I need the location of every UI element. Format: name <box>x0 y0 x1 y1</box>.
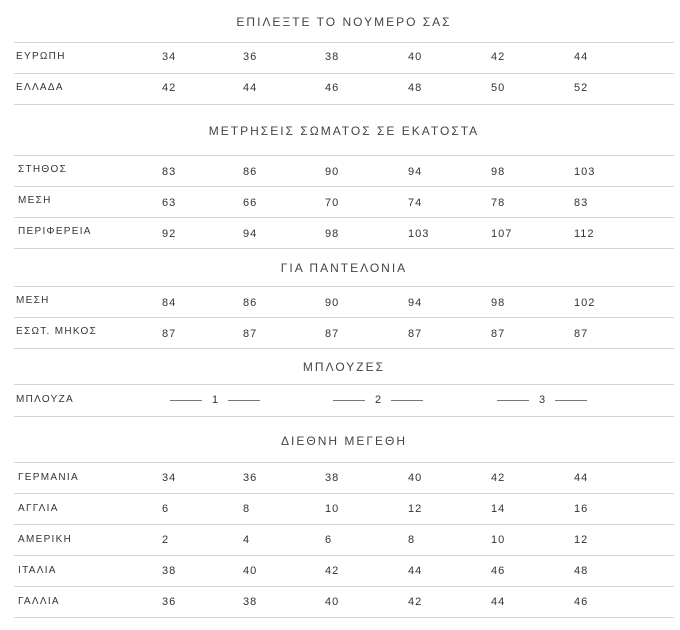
size-cell: 98 <box>491 166 506 178</box>
row-label: ΙΤΑΛΙΑ <box>18 565 57 576</box>
size-cell: 36 <box>162 596 177 608</box>
row-label: ΣΤΗΘΟΣ <box>18 164 68 175</box>
size-cell: 10 <box>325 503 340 515</box>
row-label: ΕΥΡΩΠΗ <box>16 51 66 62</box>
blouse-size-option[interactable] <box>160 390 270 410</box>
size-cell: 36 <box>243 472 258 484</box>
size-cell: 2 <box>162 534 170 546</box>
table-row <box>14 217 674 249</box>
blouse-size-value: 2 <box>374 394 382 406</box>
size-cell: 87 <box>491 328 506 340</box>
size-cell: 103 <box>574 166 596 178</box>
size-cell: 40 <box>408 51 423 63</box>
section-title-body-measurements: ΜΕΤΡΗΣΕΙΣ ΣΩΜΑΤΟΣ ΣΕ ΕΚΑΤΟΣΤΑ <box>208 124 480 138</box>
size-cell: 83 <box>574 197 589 209</box>
dash-line <box>555 400 587 401</box>
size-cell: 103 <box>408 228 430 240</box>
section-title-international-sizes: ΔΙΕΘΝΗ ΜΕΓΕΘΗ <box>281 434 407 448</box>
size-cell: 42 <box>325 565 340 577</box>
blouse-size-value: 3 <box>538 394 546 406</box>
size-cell: 50 <box>491 82 506 94</box>
table-row <box>14 286 674 317</box>
size-cell: 87 <box>325 328 340 340</box>
size-cell: 70 <box>325 197 340 209</box>
size-cell: 78 <box>491 197 506 209</box>
size-cell: 38 <box>243 596 258 608</box>
size-cell: 92 <box>162 228 177 240</box>
size-cell: 46 <box>325 82 340 94</box>
table-row <box>14 586 674 618</box>
dash-line <box>497 400 529 401</box>
size-cell: 87 <box>243 328 258 340</box>
size-cell: 90 <box>325 297 340 309</box>
size-cell: 46 <box>491 565 506 577</box>
size-cell: 10 <box>491 534 506 546</box>
row-label: ΑΜΕΡΙΚΗ <box>18 534 73 545</box>
table-row <box>14 317 674 349</box>
dash-line <box>391 400 423 401</box>
size-cell: 44 <box>243 82 258 94</box>
size-cell: 84 <box>162 297 177 309</box>
dash-line <box>333 400 365 401</box>
size-cell: 94 <box>243 228 258 240</box>
size-cell: 102 <box>574 297 596 309</box>
table-row <box>14 42 674 73</box>
size-cell: 42 <box>491 472 506 484</box>
size-cell: 46 <box>574 596 589 608</box>
size-cell: 48 <box>408 82 423 94</box>
size-cell: 44 <box>574 472 589 484</box>
size-cell: 48 <box>574 565 589 577</box>
row-label: ΑΓΓΛΙΑ <box>18 503 59 514</box>
size-cell: 40 <box>243 565 258 577</box>
row-label: ΕΣΩΤ. ΜΗΚΟΣ <box>16 326 98 337</box>
size-cell: 16 <box>574 503 589 515</box>
row-label: ΓΕΡΜΑΝΙΑ <box>18 472 79 483</box>
size-cell: 42 <box>408 596 423 608</box>
size-cell: 94 <box>408 297 423 309</box>
blouse-size-value: 1 <box>211 394 219 406</box>
blouse-size-option[interactable] <box>486 390 598 410</box>
row-label: ΜΠΛΟΥΖΑ <box>16 394 75 405</box>
size-cell: 66 <box>243 197 258 209</box>
size-cell: 98 <box>325 228 340 240</box>
row-label: ΠΕΡΙΦΕΡΕΙΑ <box>18 226 92 237</box>
size-cell: 8 <box>408 534 416 546</box>
size-cell: 52 <box>574 82 589 94</box>
size-cell: 87 <box>162 328 177 340</box>
row-label: ΜΕΣΗ <box>16 295 50 306</box>
size-cell: 87 <box>574 328 589 340</box>
size-cell: 90 <box>325 166 340 178</box>
size-cell: 4 <box>243 534 251 546</box>
table-row <box>14 524 674 555</box>
dash-line <box>228 400 260 401</box>
size-cell: 42 <box>162 82 177 94</box>
table-row <box>14 384 674 417</box>
table-row <box>14 186 674 217</box>
size-cell: 40 <box>325 596 340 608</box>
size-cell: 87 <box>408 328 423 340</box>
size-cell: 83 <box>162 166 177 178</box>
blouse-size-option[interactable] <box>322 390 434 410</box>
size-cell: 12 <box>408 503 423 515</box>
size-cell: 6 <box>162 503 170 515</box>
size-cell: 40 <box>408 472 423 484</box>
row-label: ΜΕΣΗ <box>18 195 52 206</box>
table-row <box>14 155 674 186</box>
size-cell: 63 <box>162 197 177 209</box>
size-cell: 38 <box>162 565 177 577</box>
section-title-trousers: ΓΙΑ ΠΑΝΤΕΛΟΝΙΑ <box>280 261 408 275</box>
table-row <box>14 462 674 493</box>
size-cell: 86 <box>243 166 258 178</box>
size-cell: 6 <box>325 534 333 546</box>
size-cell: 42 <box>491 51 506 63</box>
size-cell: 8 <box>243 503 251 515</box>
size-cell: 38 <box>325 472 340 484</box>
size-cell: 12 <box>574 534 589 546</box>
size-cell: 44 <box>408 565 423 577</box>
size-cell: 94 <box>408 166 423 178</box>
size-cell: 98 <box>491 297 506 309</box>
size-cell: 44 <box>491 596 506 608</box>
size-cell: 14 <box>491 503 506 515</box>
size-cell: 44 <box>574 51 589 63</box>
size-cell: 112 <box>574 228 595 240</box>
size-cell: 38 <box>325 51 340 63</box>
size-cell: 34 <box>162 472 177 484</box>
table-row <box>14 493 674 524</box>
row-label: ΓΑΛΛΙΑ <box>18 596 60 607</box>
size-cell: 36 <box>243 51 258 63</box>
size-cell: 107 <box>491 228 513 240</box>
size-cell: 86 <box>243 297 258 309</box>
section-title-choose-size: ΕΠΙΛΕΞΤΕ ΤΟ ΝΟΥΜΕΡΟ ΣΑΣ <box>236 15 452 29</box>
size-cell: 34 <box>162 51 177 63</box>
dash-line <box>170 400 202 401</box>
table-row <box>14 73 674 105</box>
row-label: ΕΛΛΑΔΑ <box>16 82 64 93</box>
section-title-blouses: ΜΠΛΟΥΖΕΣ <box>302 360 386 374</box>
table-row <box>14 555 674 586</box>
size-cell: 74 <box>408 197 423 209</box>
